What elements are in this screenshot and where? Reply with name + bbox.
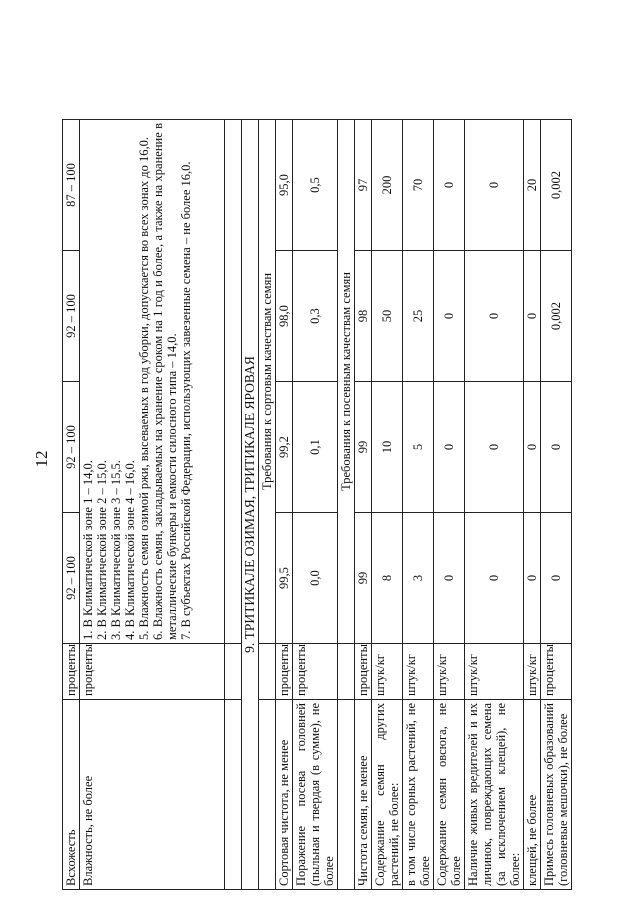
row-unit: проценты bbox=[541, 644, 572, 700]
row-unit: штук/кг bbox=[524, 644, 541, 700]
row-label: в том числе сорных растений, не более bbox=[403, 700, 434, 890]
row-unit: штук/кг bbox=[465, 644, 524, 700]
subheader-row-sowing bbox=[338, 120, 355, 890]
table-row-pests bbox=[465, 120, 524, 890]
row-label: Поражение посева головней (пыльная и твердая (в сумме), не более bbox=[293, 700, 338, 890]
value-cell: 98,0 bbox=[276, 251, 293, 382]
note-line: 5. Влажность семян озимой ржи, высеваемых в год уборки, допускается во всех зонах до 16,0. bbox=[137, 136, 151, 640]
moisture-notes bbox=[80, 120, 225, 644]
value-cell: 99 bbox=[355, 513, 372, 644]
table-row-seed-purity bbox=[355, 120, 372, 890]
empty-separator-row bbox=[225, 120, 242, 890]
page-number: 12 bbox=[32, 450, 51, 468]
row-label: Всхожесть bbox=[63, 700, 80, 890]
value-cell: 0 bbox=[524, 382, 541, 513]
table-row-weeds bbox=[403, 120, 434, 890]
row-label: клещей, не более bbox=[524, 700, 541, 890]
value-cell: 0 bbox=[434, 382, 465, 513]
value-cell: 98 bbox=[355, 251, 372, 382]
row-unit: проценты bbox=[80, 644, 225, 700]
value-cell: 92 – 100 bbox=[63, 382, 80, 513]
row-label: Содержание семян других растений, не более: bbox=[372, 700, 403, 890]
value-cell: 99,2 bbox=[276, 382, 293, 513]
value-cell: 0 bbox=[465, 251, 524, 382]
row-label: Сортовая чистота, не менее bbox=[276, 700, 293, 890]
subsection-title: Требования к посевным качествам семян bbox=[338, 120, 355, 644]
value-cell: 0 bbox=[465, 382, 524, 513]
value-cell: 3 bbox=[403, 513, 434, 644]
value-cell: 25 bbox=[403, 251, 434, 382]
note-line: 2. В Климатической зоне 2 – 15,0. bbox=[95, 460, 109, 640]
table-row-varietal-purity bbox=[276, 120, 293, 890]
value-cell: 92 – 100 bbox=[63, 513, 80, 644]
value-cell: 0,0 bbox=[293, 513, 338, 644]
value-cell: 87 – 100 bbox=[63, 120, 80, 251]
row-unit: проценты bbox=[276, 644, 293, 700]
subsection-title: Требования к сортовым качествам семян bbox=[259, 120, 276, 644]
rotated-table-container bbox=[62, 120, 640, 890]
table-row-mites bbox=[524, 120, 541, 890]
note-line: 6. Влажность семян, закладываемых на хранение сроком на 1 год и более, а также на хранение в металлические бункеры и емкости силосного типа – 14,0. bbox=[151, 123, 179, 640]
value-cell: 97 bbox=[355, 120, 372, 251]
value-cell: 0,5 bbox=[293, 120, 338, 251]
row-unit: штук/кг bbox=[434, 644, 465, 700]
row-unit: штук/кг bbox=[403, 644, 434, 700]
value-cell: 95,0 bbox=[276, 120, 293, 251]
value-cell: 0 bbox=[434, 251, 465, 382]
table-row-smut bbox=[293, 120, 338, 890]
value-cell: 0 bbox=[524, 251, 541, 382]
value-cell: 99 bbox=[355, 382, 372, 513]
row-unit: проценты bbox=[293, 644, 338, 700]
value-cell: 0 bbox=[541, 382, 572, 513]
note-line: 3. В Климатической зоне 3 – 15,5. bbox=[109, 460, 123, 640]
value-cell: 92 – 100 bbox=[63, 251, 80, 382]
row-label: Влажность, не более bbox=[80, 700, 225, 890]
value-cell: 0 bbox=[465, 513, 524, 644]
row-unit: проценты bbox=[355, 644, 372, 700]
table-row-other-plants bbox=[372, 120, 403, 890]
value-cell: 0,1 bbox=[293, 382, 338, 513]
value-cell: 10 bbox=[372, 382, 403, 513]
value-cell: 20 bbox=[524, 120, 541, 251]
note-line: 4. В Климатической зоне 4 – 16,0. bbox=[123, 460, 137, 640]
value-cell: 99,5 bbox=[276, 513, 293, 644]
value-cell: 0 bbox=[434, 513, 465, 644]
value-cell: 0 bbox=[465, 120, 524, 251]
subheader-row-varietal bbox=[259, 120, 276, 890]
value-cell: 8 bbox=[372, 513, 403, 644]
row-unit: штук/кг bbox=[372, 644, 403, 700]
section-title: 9. ТРИТИКАЛЕ ОЗИМАЯ, ТРИТИКАЛЕ ЯРОВАЯ bbox=[242, 120, 259, 890]
value-cell: 5 bbox=[403, 382, 434, 513]
note-line: 7. В субъектах Российской Федерации, использующих завезенные семена – не более 16,0. bbox=[179, 161, 193, 640]
note-line: 1. В Климатической зоне 1 – 14,0. bbox=[81, 460, 95, 640]
row-unit: проценты bbox=[63, 644, 80, 700]
table-row-oats bbox=[434, 120, 465, 890]
section-header-row bbox=[242, 120, 259, 890]
seed-requirements-table bbox=[62, 119, 572, 890]
row-label: Содержание семян овсюга, не более bbox=[434, 700, 465, 890]
row-label: Чистота семян, не менее bbox=[355, 700, 372, 890]
value-cell: 0 bbox=[541, 513, 572, 644]
value-cell: 0,002 bbox=[541, 251, 572, 382]
value-cell: 0,002 bbox=[541, 120, 572, 251]
table-row-moisture bbox=[80, 120, 225, 890]
row-label: Наличие живых вредителей и их личинок, повреждающих семена (за исключением клещей), не более: bbox=[465, 700, 524, 890]
value-cell: 0 bbox=[434, 120, 465, 251]
value-cell: 50 bbox=[372, 251, 403, 382]
value-cell: 0,3 bbox=[293, 251, 338, 382]
value-cell: 0 bbox=[524, 513, 541, 644]
row-label: Примесь головневых образований (головневые мешочки), не более bbox=[541, 700, 572, 890]
value-cell: 200 bbox=[372, 120, 403, 251]
value-cell: 70 bbox=[403, 120, 434, 251]
table-row-germination bbox=[63, 120, 80, 890]
table-row-smut-balls bbox=[541, 120, 572, 890]
